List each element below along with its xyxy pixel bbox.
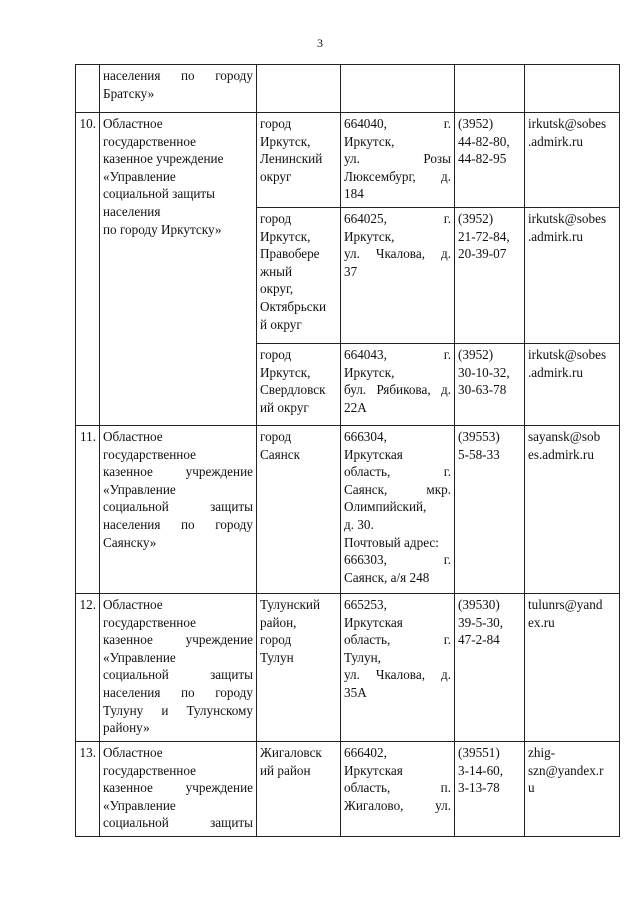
agencies-table bbox=[75, 64, 620, 837]
table-row bbox=[76, 741, 620, 836]
phone: (39553) 5-58-33 bbox=[455, 425, 525, 593]
row-number bbox=[76, 65, 100, 113]
email: tulunrs@yand ex.ru bbox=[525, 593, 620, 741]
email: zhig- szn@yandex.r u bbox=[525, 741, 620, 836]
territory: город Иркутск, Правобере жный округ, Октябрьски й округ bbox=[257, 207, 341, 343]
row-number: 11. bbox=[76, 425, 100, 593]
table-row bbox=[76, 593, 620, 741]
territory: Жигаловск ий район bbox=[257, 741, 341, 836]
territory: Тулунский район, город Тулун bbox=[257, 593, 341, 741]
email: sayansk@sob es.admirk.ru bbox=[525, 425, 620, 593]
email: irkutsk@sobes .admirk.ru bbox=[525, 113, 620, 208]
address: 666402, Иркутская область, п. Жигалово, ул. bbox=[341, 741, 455, 836]
phone bbox=[455, 65, 525, 113]
phone: (3952) 30-10-32, 30-63-78 bbox=[455, 343, 525, 425]
row-number: 12. bbox=[76, 593, 100, 741]
page-number: 3 bbox=[317, 36, 323, 50]
table-row bbox=[76, 113, 620, 208]
territory: город Иркутск, Свердловск ий округ bbox=[257, 343, 341, 425]
agency-name: Областное государственное казенное учреждение «Управление социальной защиты населения по городу Иркутску» bbox=[100, 113, 257, 426]
agency-name: населения по городу Братску» bbox=[100, 65, 257, 113]
address: 666304, Иркутская область, г. Саянск, мкр. Олимпийский, д. 30. Почтовый адрес: 666303, г. Саянск, а/я 248 bbox=[341, 425, 455, 593]
agency-name: Областное государственное казенное учреждение «Управление социальной защиты населения по городу Саянску» bbox=[100, 425, 257, 593]
table-row bbox=[76, 65, 620, 113]
row-number: 13. bbox=[76, 741, 100, 836]
agency-name: Областное государственное казенное учреждение «Управление социальной защиты bbox=[100, 741, 257, 836]
row-number: 10. bbox=[76, 113, 100, 426]
table-row bbox=[76, 425, 620, 593]
address bbox=[341, 65, 455, 113]
phone: (3952) 44-82-80, 44-82-95 bbox=[455, 113, 525, 208]
address: 664043, г. Иркутск, бул. Рябикова, д. 22А bbox=[341, 343, 455, 425]
email: irkutsk@sobes .admirk.ru bbox=[525, 343, 620, 425]
territory: город Саянск bbox=[257, 425, 341, 593]
email: irkutsk@sobes .admirk.ru bbox=[525, 207, 620, 343]
territory bbox=[257, 65, 341, 113]
email bbox=[525, 65, 620, 113]
phone: (39551) 3-14-60, 3-13-78 bbox=[455, 741, 525, 836]
phone: (3952) 21-72-84, 20-39-07 bbox=[455, 207, 525, 343]
agency-name: Областное государственное казенное учреждение «Управление социальной защиты населения по городу Тулуну и Тулунскому району» bbox=[100, 593, 257, 741]
address: 665253, Иркутская область, г. Тулун, ул. Чкалова, д. 35А bbox=[341, 593, 455, 741]
address: 664025, г. Иркутск, ул. Чкалова, д. 37 bbox=[341, 207, 455, 343]
address: 664040, г. Иркутск, ул. Розы Люксембург, д. 184 bbox=[341, 113, 455, 208]
territory: город Иркутск, Ленинский округ bbox=[257, 113, 341, 208]
phone: (39530) 39-5-30, 47-2-84 bbox=[455, 593, 525, 741]
